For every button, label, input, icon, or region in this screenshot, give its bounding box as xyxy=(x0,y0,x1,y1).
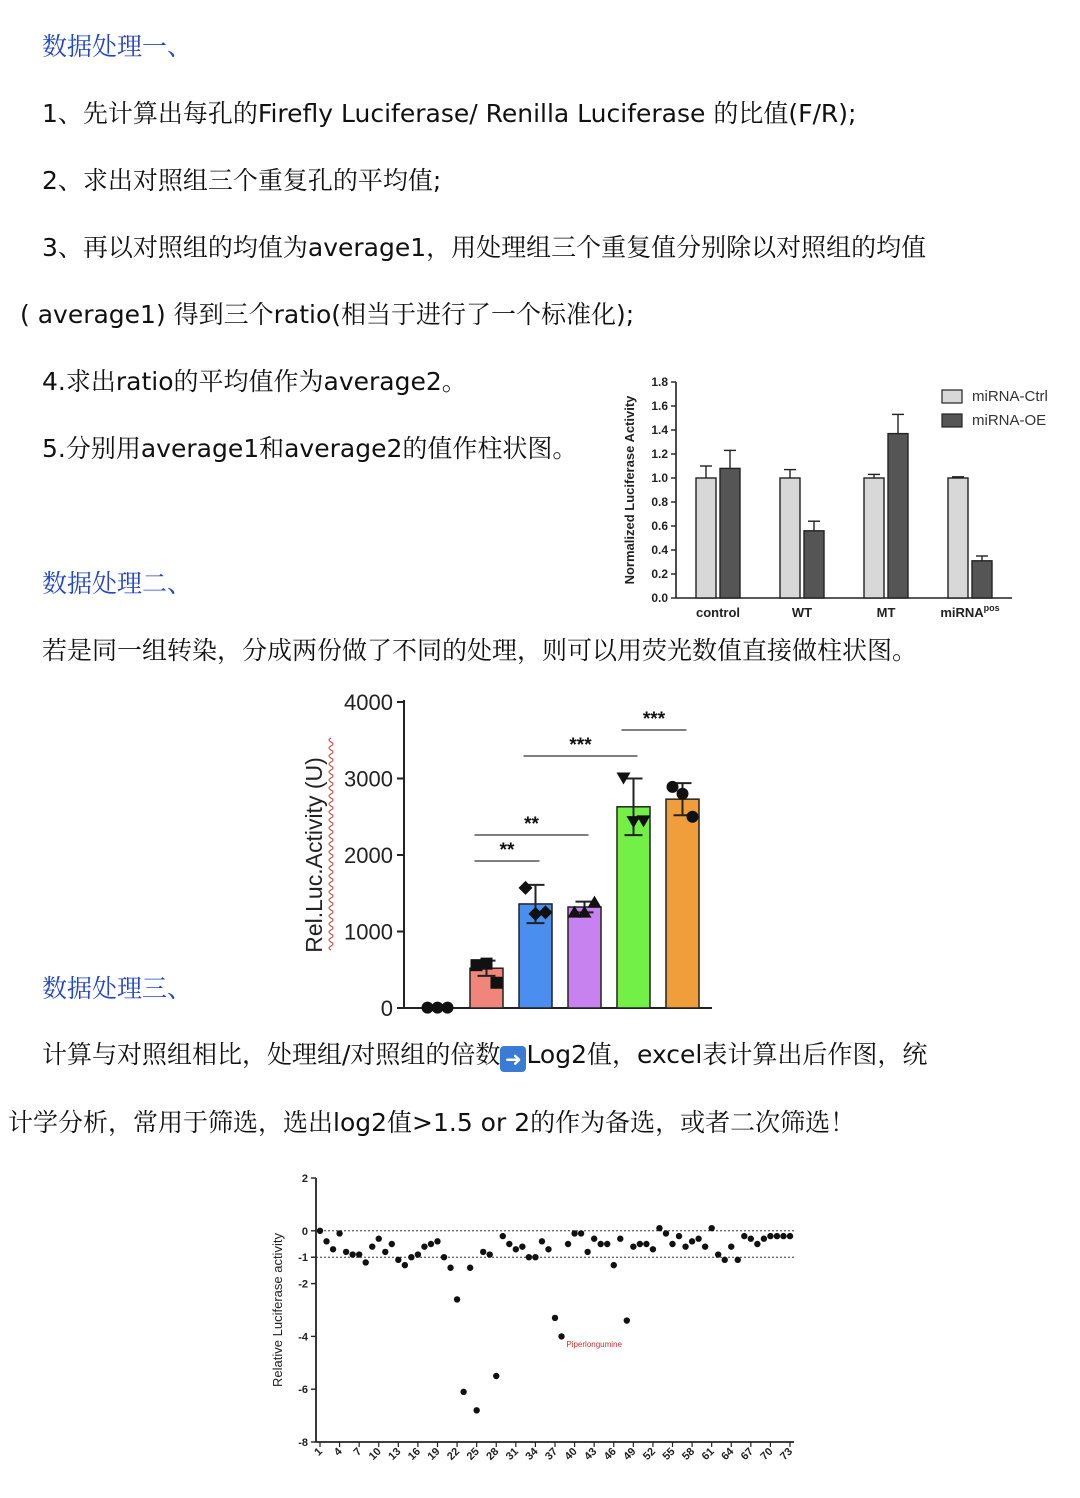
data-point xyxy=(428,1241,434,1247)
x-tick-label: 49 xyxy=(621,1445,639,1463)
y-tick-label: 2000 xyxy=(344,843,393,868)
data-point xyxy=(748,1236,754,1242)
data-point xyxy=(669,1241,675,1247)
data-point xyxy=(624,1317,630,1323)
bar xyxy=(696,478,716,598)
y-tick-label: 0.2 xyxy=(651,567,668,581)
legend-swatch xyxy=(942,390,962,403)
step-5: 5.分别用average1和average2的值作柱状图。 xyxy=(42,434,578,463)
x-tick-label: 67 xyxy=(738,1445,756,1463)
y-tick-label: 1.4 xyxy=(651,423,668,437)
section3-heading: 数据处理三、 xyxy=(42,974,193,1003)
significance-label: ** xyxy=(499,840,515,861)
x-tick-label: 4 xyxy=(331,1445,345,1459)
x-tick-label: 1 xyxy=(312,1445,326,1459)
data-point xyxy=(519,1243,525,1249)
y-tick-label: 0.8 xyxy=(651,495,668,509)
y-tick-label: 1.6 xyxy=(651,399,668,413)
step-1: 1、先计算出每孔的Firefly Luciferase/ Renilla Luciferase 的比值(F/R); xyxy=(42,99,857,128)
data-point xyxy=(761,1236,767,1242)
y-tick-label: 4000 xyxy=(344,690,393,715)
data-point xyxy=(441,1254,447,1260)
data-point xyxy=(513,1246,519,1252)
y-tick-label: 1.2 xyxy=(651,447,668,461)
data-point xyxy=(687,811,699,823)
x-tick-label: miRNA$^{pos}$ xyxy=(940,603,1000,620)
bar xyxy=(666,799,699,1008)
data-point xyxy=(415,1251,421,1257)
data-point xyxy=(558,1333,564,1339)
y-tick-label: 0 xyxy=(301,1225,308,1238)
data-point xyxy=(571,1230,577,1236)
significance-label: *** xyxy=(642,709,666,730)
data-point xyxy=(460,1389,466,1395)
data-point xyxy=(741,1233,747,1239)
x-tick-label: 52 xyxy=(640,1445,659,1463)
data-point xyxy=(735,1257,741,1263)
data-point xyxy=(656,1225,662,1231)
data-point xyxy=(408,1254,414,1260)
data-point xyxy=(780,1233,786,1239)
data-point xyxy=(506,1241,512,1247)
data-point xyxy=(356,1251,362,1257)
bar xyxy=(864,478,884,598)
x-tick-label: 73 xyxy=(777,1445,796,1463)
data-point xyxy=(369,1243,375,1249)
data-point xyxy=(722,1257,728,1263)
x-tick-label: 22 xyxy=(445,1445,463,1463)
step-3-continued: ( average1) 得到三个ratio(相当于进行了一个标准化); xyxy=(20,300,635,329)
x-tick-label: 31 xyxy=(503,1445,521,1463)
data-point xyxy=(702,1243,708,1249)
x-tick-label: MT xyxy=(876,605,896,620)
y-tick-label: -4 xyxy=(298,1331,308,1344)
data-point xyxy=(597,1241,603,1247)
data-point xyxy=(545,1246,551,1252)
data-point xyxy=(395,1257,401,1263)
x-tick-label: 55 xyxy=(660,1445,678,1463)
data-point xyxy=(637,1241,643,1247)
data-point xyxy=(493,1373,499,1379)
x-tick-label: 28 xyxy=(484,1445,502,1463)
y-tick-label: 0.4 xyxy=(651,543,668,557)
data-point xyxy=(519,881,533,895)
step-2: 2、求出对照组三个重复孔的平均值; xyxy=(42,166,442,195)
legend-swatch xyxy=(942,414,962,427)
x-tick-label: 43 xyxy=(582,1445,600,1463)
data-point xyxy=(491,977,503,989)
rel-luc-activity-chart xyxy=(292,660,732,1030)
section2-heading: 数据处理二、 xyxy=(42,569,193,598)
data-point xyxy=(708,1225,714,1231)
y-tick-label: 1.0 xyxy=(651,471,668,485)
data-point xyxy=(767,1233,773,1239)
data-point xyxy=(643,1241,649,1247)
step-3: 3、再以对照组的均值为average1，用处理组三个重复值分别除以对照组的均值 xyxy=(42,233,927,262)
x-tick-superscript: pos xyxy=(983,603,1000,613)
section2-text: 若是同一组转染，分成两份做了不同的处理，则可以用荧光数值直接做柱状图。 xyxy=(42,636,918,665)
section1-heading: 数据处理一、 xyxy=(42,32,193,61)
data-point xyxy=(754,1241,760,1247)
legend-label: miRNA-OE xyxy=(972,412,1047,429)
data-point xyxy=(689,1238,695,1244)
data-point xyxy=(382,1249,388,1255)
data-point xyxy=(323,1238,329,1244)
data-point xyxy=(774,1233,780,1239)
normalized-luciferase-chart xyxy=(612,350,1070,630)
bar xyxy=(568,907,601,1008)
y-tick-label: 0.6 xyxy=(651,519,668,533)
data-point xyxy=(617,1236,623,1242)
bar xyxy=(720,468,740,598)
bar xyxy=(888,434,908,598)
x-tick-label: 7 xyxy=(351,1445,365,1459)
data-point xyxy=(682,1243,688,1249)
x-tick-label: 37 xyxy=(542,1445,561,1463)
spellcheck-underline xyxy=(329,738,333,950)
section3-text-b: Log2值，excel表计算出后作图，统 xyxy=(526,1040,928,1069)
relative-luciferase-scatter xyxy=(262,1160,802,1480)
x-tick-label: 34 xyxy=(523,1445,541,1463)
data-point xyxy=(565,1241,571,1247)
data-point xyxy=(728,1243,734,1249)
y-axis-label: Rel.Luc.Activity (U) xyxy=(301,757,327,953)
data-point xyxy=(317,1228,323,1234)
data-point xyxy=(421,1243,427,1249)
y-tick-label: -1 xyxy=(298,1252,308,1265)
y-axis-label: Relative Luciferase activity xyxy=(270,1233,285,1387)
data-point xyxy=(539,1238,545,1244)
data-point xyxy=(677,788,689,800)
data-point xyxy=(349,1251,355,1257)
data-point xyxy=(376,1236,382,1242)
data-point xyxy=(695,1236,701,1242)
x-tick-label: 13 xyxy=(386,1445,404,1463)
data-point xyxy=(500,1233,506,1239)
data-point xyxy=(473,1407,479,1413)
x-tick-label: 58 xyxy=(680,1445,698,1463)
data-point xyxy=(611,1262,617,1268)
data-point xyxy=(715,1251,721,1257)
x-tick-label: control xyxy=(695,605,741,620)
data-point xyxy=(336,1230,342,1236)
data-point xyxy=(604,1241,610,1247)
data-point xyxy=(447,1265,453,1271)
y-tick-label: -6 xyxy=(298,1384,308,1397)
x-tick-label: 10 xyxy=(366,1445,384,1463)
data-point xyxy=(481,958,493,970)
right-arrow-icon: ➜ xyxy=(500,1046,526,1072)
significance-label: ** xyxy=(524,814,539,835)
data-point xyxy=(389,1241,395,1247)
data-point xyxy=(343,1249,349,1255)
y-tick-label: -8 xyxy=(298,1437,308,1449)
y-tick-label: -2 xyxy=(298,1278,308,1291)
data-point xyxy=(630,1243,636,1249)
y-tick-label: 0.0 xyxy=(651,591,668,605)
data-point xyxy=(362,1259,368,1265)
data-point xyxy=(667,781,679,793)
x-tick-label: WT xyxy=(791,605,813,620)
step-4: 4.求出ratio的平均值作为average2。 xyxy=(42,367,467,396)
x-tick-label: 46 xyxy=(601,1445,619,1463)
bar xyxy=(804,531,824,598)
data-point xyxy=(454,1296,460,1302)
x-tick-label: 16 xyxy=(405,1445,424,1463)
data-point xyxy=(532,1254,538,1260)
data-point xyxy=(578,1230,584,1236)
bar xyxy=(617,807,650,1008)
data-point xyxy=(402,1262,408,1268)
bar xyxy=(972,561,992,598)
data-point xyxy=(442,1002,454,1014)
y-tick-label: 0 xyxy=(380,996,393,1021)
data-point xyxy=(591,1236,597,1242)
data-point xyxy=(330,1246,336,1252)
data-point xyxy=(526,1254,532,1260)
section3-text-line1 xyxy=(42,1040,927,1072)
data-point xyxy=(434,1238,440,1244)
data-point xyxy=(487,1251,493,1257)
legend-label: miRNA-Ctrl xyxy=(972,388,1048,405)
y-tick-label: 3000 xyxy=(344,766,393,792)
y-tick-label: 2 xyxy=(301,1173,308,1185)
x-tick-label: 64 xyxy=(719,1445,737,1463)
x-tick-label: 19 xyxy=(425,1445,443,1463)
y-axis-label: Normalized Luciferase Activity xyxy=(622,395,637,585)
section3-text-a: 计算与对照组相比，处理组/对照组的倍数 xyxy=(42,1040,501,1069)
data-point xyxy=(787,1233,793,1239)
bar xyxy=(948,478,968,598)
data-point xyxy=(650,1246,656,1252)
data-point xyxy=(552,1315,558,1321)
section3-text-line2: 计学分析，常用于筛选，选出log2值>1.5 or 2的作为备选，或者二次筛选！ xyxy=(8,1108,856,1137)
data-point xyxy=(584,1249,590,1255)
x-tick-label: 25 xyxy=(464,1445,482,1463)
data-point xyxy=(467,1265,473,1271)
annotation-label: Piperlongumine xyxy=(566,1339,622,1349)
x-tick-label: 61 xyxy=(699,1445,717,1463)
y-tick-label: 1.8 xyxy=(651,375,668,389)
significance-label: *** xyxy=(569,735,592,756)
data-point xyxy=(663,1230,669,1236)
x-tick-label: 40 xyxy=(562,1445,580,1463)
y-tick-label: 1000 xyxy=(344,919,393,945)
data-point xyxy=(676,1233,682,1239)
bar xyxy=(780,478,800,598)
data-point xyxy=(480,1249,486,1255)
x-tick-label: 70 xyxy=(758,1445,776,1463)
